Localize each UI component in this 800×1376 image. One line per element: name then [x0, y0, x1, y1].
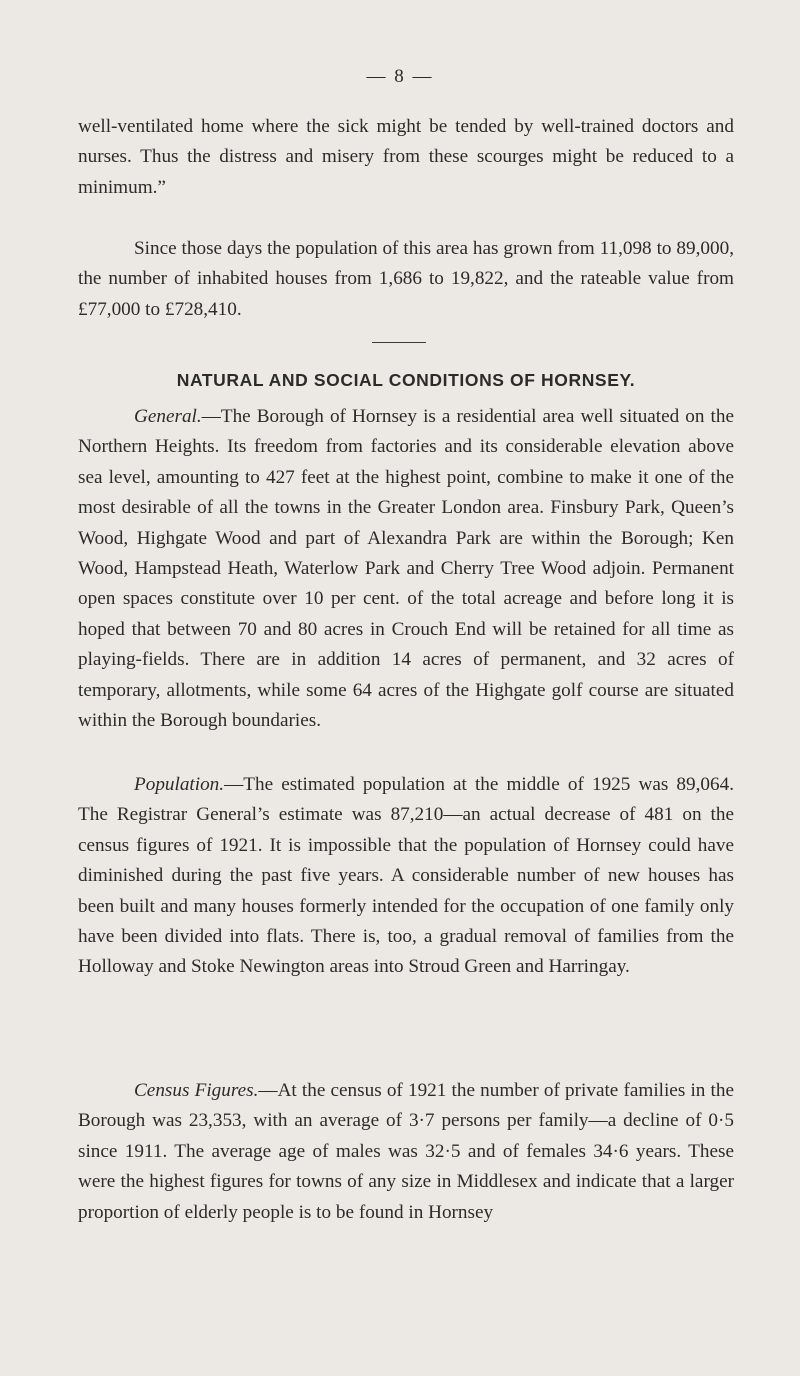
- population-lead: Population.: [134, 774, 225, 795]
- population-body: [78, 770, 734, 983]
- general-lead: General.: [134, 406, 202, 427]
- population-growth-text: Since those days the population of this area has grown from 11,098 to 89,000, the number of inhabited houses from 1,686 to 19,822, and the rateable value from £77,000 to £728,410.: [78, 238, 734, 320]
- intro-continued-text: well-ventilated home where the sick might be tended by well-trained doctors and nurses. Thus the distress and misery from these scourges might be reduced to a minimum.”: [78, 116, 734, 198]
- census-text: —At the census of 1921 the number of private families in the Borough was 23,353, with an average of 3·7 persons per family—a decline of 0·5 since 1911. The average age of males was 32·5 and of females 34·6 years. These were the highest figures for towns of any size in Middlesex and indicate that a larger proportion of elderly people is to be found in Hornsey: [78, 1080, 734, 1223]
- general-body: [78, 402, 734, 736]
- page-number: — 8 —: [366, 66, 434, 87]
- census-paragraph: [78, 1076, 734, 1228]
- population-paragraph: [78, 770, 734, 983]
- census-body: [78, 1076, 734, 1228]
- section-divider: [372, 342, 426, 343]
- census-lead: Census Figures.: [134, 1080, 259, 1101]
- population-growth-paragraph: [78, 234, 734, 325]
- intro-continued-paragraph: [78, 112, 734, 203]
- general-text: —The Borough of Hornsey is a residential area well situated on the Northern Heights. Its freedom from factories and its considerable elevation above sea level, amounting to 427 feet at the highest point, combine to make it one of the most desirable of all the towns in the Greater London area. Finsbury Park, Queen’s Wood, Highgate Wood and part of Alexandra Park are within the Borough; Ken Wood, Hampstead Heath, Waterlow Park and Cherry Tree Wood adjoin. Permanent open spaces constitute over 10 per cent. of the total acreage and before long it is hoped that between 70 and 80 acres in Crouch End will be retained for all time as playing-fields. There are in addition 14 acres of permanent, and 32 acres of temporary, allotments, while some 64 acres of the Highgate golf course are situated within the Borough boundaries.: [78, 406, 734, 732]
- general-paragraph: [78, 402, 734, 736]
- population-text: —The estimated population at the middle of 1925 was 89,064. The Registrar General’s estimate was 87,210—an actual decrease of 481 on the census figures of 1921. It is impossible that the population of Hornsey could have diminished during the past five years. A considerable number of new houses has been built and many houses formerly intended for the occupation of one family only have been divided into flats. There is, too, a gradual removal of families from the Holloway and Stoke Newington areas into Stroud Green and Harringay.: [78, 774, 734, 978]
- section-heading: NATURAL AND SOCIAL CONDITIONS OF HORNSEY.: [176, 370, 636, 390]
